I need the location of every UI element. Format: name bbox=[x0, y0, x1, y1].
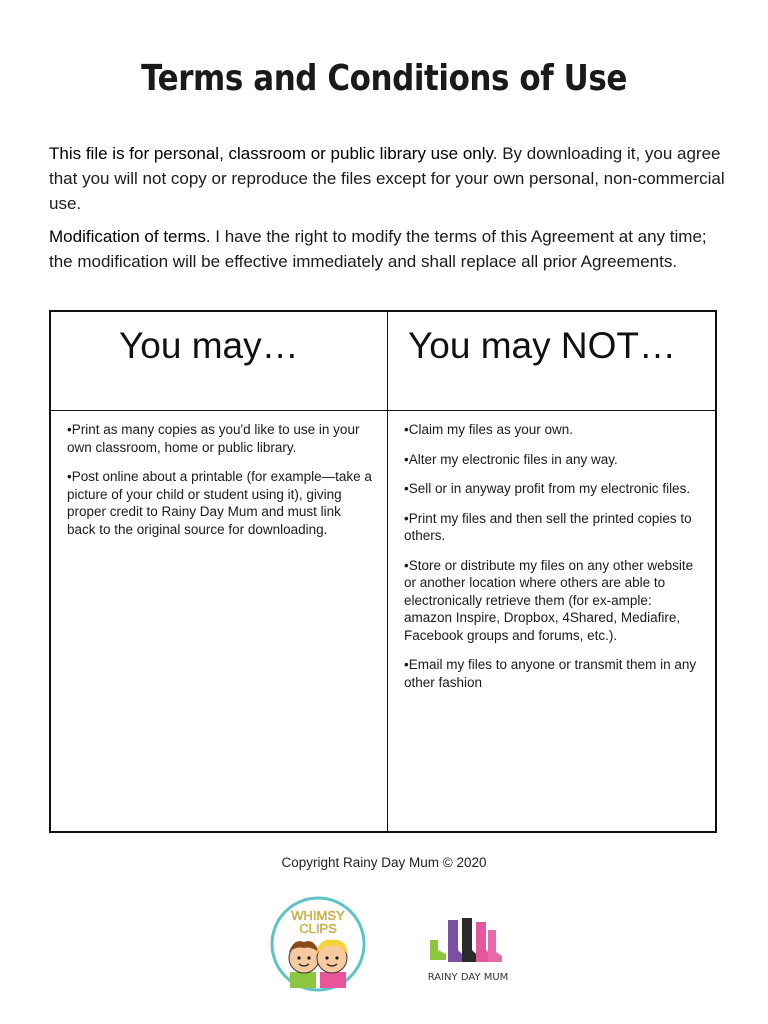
may-heading-cell bbox=[51, 312, 388, 411]
rainy-day-mum-text: RAINY DAY MUM bbox=[427, 972, 509, 983]
whimsy-line1: WHIMSY bbox=[291, 908, 345, 923]
list-item: •Post online about a printable (for example—take a picture of your child or student using it), giving proper credit to Rainy Day Mum and must link back to the original source for downloading. bbox=[67, 469, 372, 537]
list-item: •Claim my files as your own. bbox=[404, 422, 574, 437]
modification-paragraph bbox=[49, 224, 729, 274]
may-not-list bbox=[388, 411, 715, 831]
page-title: Terms and Conditions of Use bbox=[141, 58, 627, 99]
list-item: •Alter my electronic files in any way. bbox=[404, 451, 618, 467]
whimsy-line2: CLIPS bbox=[299, 921, 337, 936]
intro-bold: This file is for personal, classroom or public library use only bbox=[49, 144, 493, 163]
list-item: •Store or distribute my files on any other website or another location where others are able to electronically retrieve them (for ex-ample: amazon Inspire, Dropbox, 4Shared, Mediafire, Facebook groups and forums, etc.). bbox=[404, 557, 694, 643]
may-not-heading: You may NOT… bbox=[408, 325, 676, 366]
may-not-heading-cell bbox=[388, 312, 715, 411]
copyright-text: Copyright Rainy Day Mum © 2020 bbox=[281, 855, 487, 870]
list-item: •Print as many copies as you'd like to use in your own classroom, home or public library. bbox=[67, 422, 360, 455]
list-item: •Email my files to anyone or transmit them in any other fashion bbox=[404, 657, 697, 690]
list-item: •Print my files and then sell the printed copies to others. bbox=[404, 510, 692, 543]
list-item: •Sell or in anyway profit from my electronic files. bbox=[404, 481, 691, 496]
rainy-day-mum-logo bbox=[424, 910, 514, 990]
terms-table bbox=[49, 310, 717, 833]
modification-bold: Modification of terms. bbox=[49, 227, 211, 246]
intro-paragraph bbox=[49, 141, 729, 216]
modification-text: I have the right to modify the terms of this Agreement at any time; the modification will be effective immediately and shall replace all prior Agreements. bbox=[49, 227, 707, 271]
whimsy-clips-logo bbox=[270, 896, 366, 992]
intro-text: . By downloading it, you agree that you will not copy or reproduce the files except for your own personal, non-commercial use. bbox=[49, 144, 725, 213]
may-list bbox=[51, 411, 388, 831]
may-heading: You may… bbox=[119, 325, 299, 366]
